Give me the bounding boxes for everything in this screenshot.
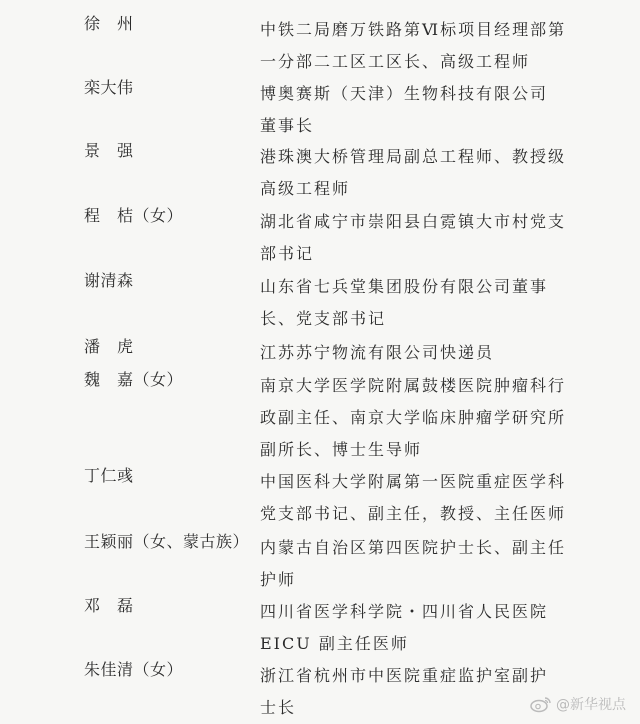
person-name: 徐 州: [84, 14, 134, 33]
description-line: 党支部书记、副主任，教授、主任医师: [260, 504, 567, 523]
description-line: 中国医科大学附属第一医院重症医学科: [260, 472, 567, 491]
description-line: 政副主任、南京大学临床肿瘤学研究所: [260, 408, 567, 427]
description-line: 部书记: [260, 244, 315, 263]
person-name: 魏 嘉（女）: [84, 370, 184, 389]
person-description: [260, 660, 560, 724]
person-description: [260, 206, 567, 270]
person-name: 程 桔（女）: [84, 206, 184, 225]
watermark-text: @新华视点: [556, 697, 626, 713]
description-line: EICU 副主任医师: [260, 634, 409, 653]
description-line: 南京大学医学院附属鼓楼医院肿瘤科行: [260, 376, 567, 395]
person-description: [260, 370, 567, 466]
description-line: 江苏苏宁物流有限公司快递员: [260, 343, 495, 362]
description-line: 湖北省咸宁市崇阳县白霓镇大市村党支: [260, 212, 567, 231]
person-name: 朱佳清（女）: [84, 660, 184, 679]
person-description: [260, 14, 567, 78]
description-line: 董事长: [260, 116, 315, 135]
description-line: 博奥赛斯（天津）生物科技有限公司: [260, 84, 549, 103]
person-name: 谢清森: [84, 271, 134, 290]
description-line: 山东省七兵堂集团股份有限公司董事: [260, 277, 549, 296]
person-name: 王颖丽（女、蒙古族）: [84, 532, 250, 551]
person-name: 栾大伟: [84, 78, 134, 97]
description-line: 一分部二工区工区长、高级工程师: [260, 52, 531, 71]
person-description: [260, 141, 567, 205]
watermark: [530, 694, 626, 714]
person-name: 潘 虎: [84, 337, 134, 356]
person-description: [260, 337, 560, 369]
person-description: [260, 78, 560, 142]
person-name: 邓 磊: [84, 596, 134, 615]
person-name: 景 强: [84, 141, 134, 160]
weibo-icon: [530, 695, 552, 713]
person-description: [260, 596, 560, 660]
description-line: 高级工程师: [260, 179, 351, 198]
description-line: 士长: [260, 698, 297, 717]
person-description: [260, 532, 567, 596]
description-line: 副所长、博士生导师: [260, 440, 423, 459]
description-line: 中铁二局磨万铁路第Ⅵ标项目经理部第: [260, 20, 567, 39]
person-description: [260, 466, 567, 530]
description-line: 浙江省杭州市中医院重症监护室副护: [260, 666, 549, 685]
description-line: 港珠澳大桥管理局副总工程师、教授级: [260, 147, 567, 166]
description-line: 四川省医学科学院・四川省人民医院: [260, 602, 549, 621]
description-line: 护师: [260, 570, 297, 589]
description-line: 内蒙古自治区第四医院护士长、副主任: [260, 538, 567, 557]
person-name: 丁仁彧: [84, 466, 134, 485]
description-line: 长、党支部书记: [260, 309, 387, 328]
person-description: [260, 271, 560, 335]
